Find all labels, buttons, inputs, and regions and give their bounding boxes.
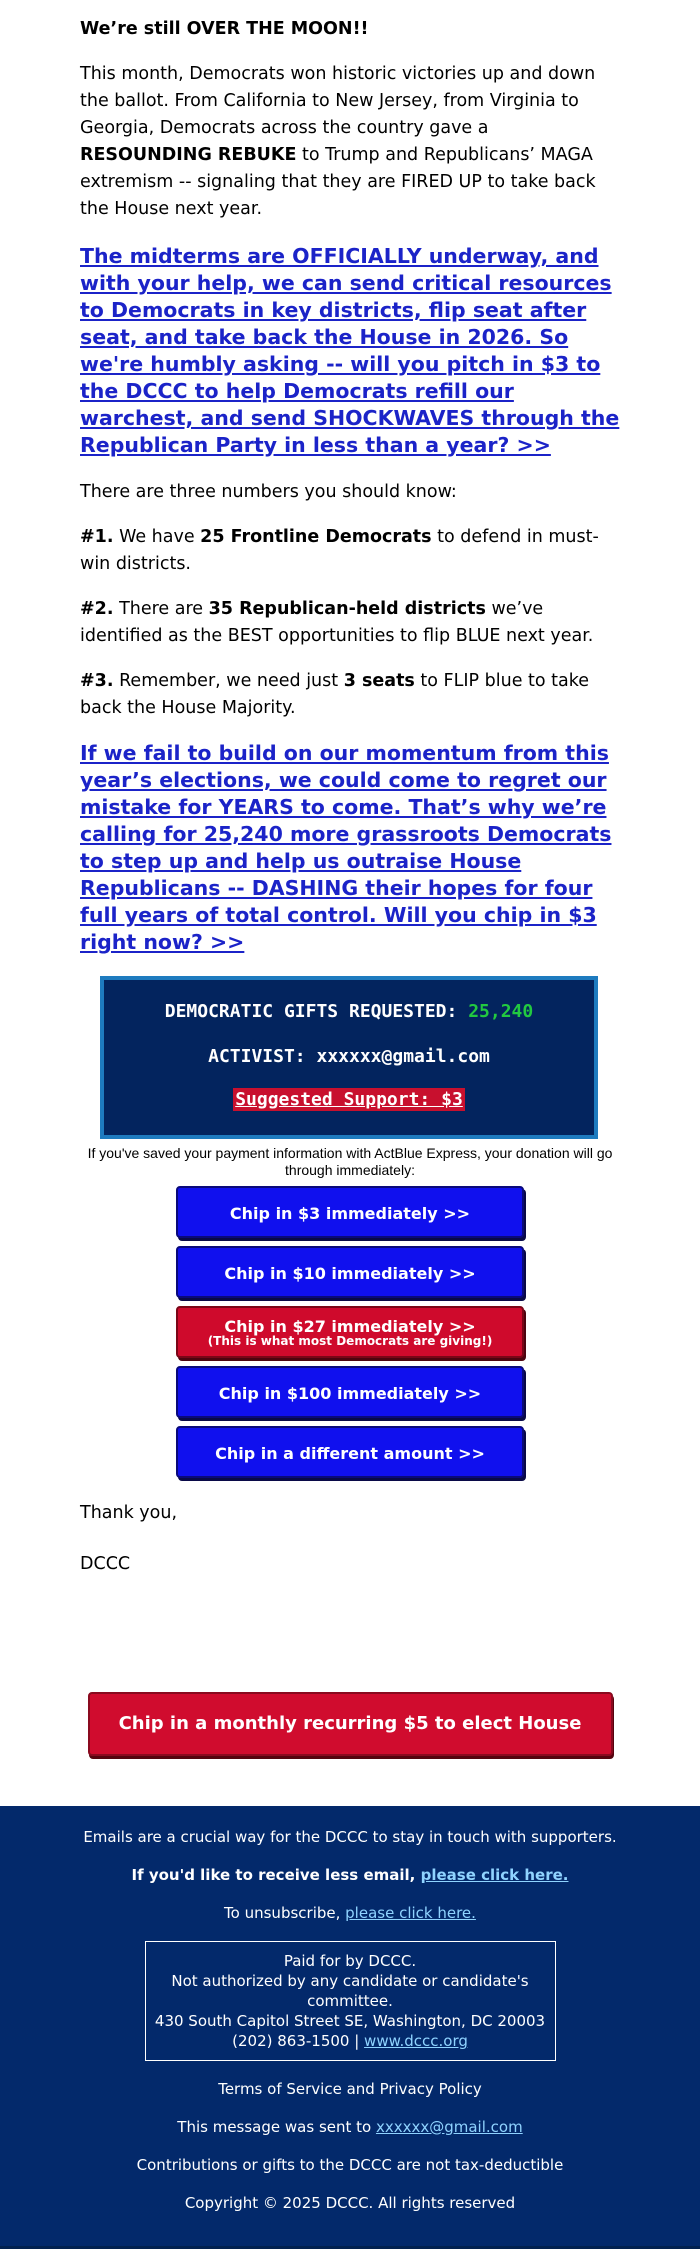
gift-request-box: [100, 976, 598, 1139]
intro-text-1: This month, Democrats won historic victories up and down the ballot. From California to New Jersey, from Virginia to Georgia, Democrats across the country gave a: [80, 64, 596, 138]
number-item-1: [80, 524, 620, 578]
copyright: Copyright © 2025 DCCC. All rights reserved: [184, 2194, 516, 2212]
activist-email: xxxxxx@gmail.com: [316, 1046, 490, 1067]
phone: (202) 863-1500 |: [232, 2032, 365, 2050]
express-note: If you've saved your payment information with ActBlue Express, your donation will go through immediately:: [87, 1145, 613, 1178]
number-label: #1.: [80, 527, 114, 547]
monthly-recurring-button[interactable]: Chip in a monthly recurring $5 to elect House Dems >>: [88, 1692, 613, 1756]
number-item-2: [80, 596, 620, 650]
number-item-3: [80, 668, 620, 722]
address: 430 South Capitol Street SE, Washington, DC 20003: [154, 2012, 546, 2030]
sent-to-text: This message was sent to: [177, 2118, 376, 2136]
paid-for: Paid for by DCCC.: [283, 1952, 417, 1970]
chip-27-sublabel: (This is what most Democrats are giving!): [207, 1334, 493, 1348]
paid-for-box: [145, 1941, 556, 2061]
suggested-support-link[interactable]: Suggested Support: $3: [235, 1089, 463, 1110]
number-bold: 35 Republican-held districts: [208, 599, 486, 619]
three-numbers-intro: There are three numbers you should know:: [80, 482, 457, 502]
number-text: Remember, we need just: [113, 671, 344, 691]
website-link[interactable]: www.dccc.org: [364, 2032, 468, 2050]
footer-less-email: [0, 1865, 700, 1885]
support-row: [104, 1073, 594, 1110]
unsubscribe-text: To unsubscribe,: [224, 1904, 346, 1922]
number-text: to FLIP blue to take back the House Majority.: [80, 671, 590, 718]
chip-27-label: Chip in $27 immediately >>: [224, 1317, 476, 1336]
chip-other-amount-button[interactable]: Chip in a different amount >>: [176, 1426, 524, 1478]
number-label: #2.: [80, 599, 114, 619]
intro-text-2: to Trump and Republicans’ MAGA extremism -- signaling that they are FIRED UP to take back the House next year.: [80, 145, 596, 219]
less-email-text: If you'd like to receive less email,: [131, 1866, 421, 1884]
activist-label: ACTIVIST:: [208, 1046, 306, 1067]
number-bold: 25 Frontline Democrats: [200, 527, 432, 547]
number-bold: 3 seats: [343, 671, 415, 691]
cta-link-momentum[interactable]: If we fail to build on our momentum from this year’s elections, we could come to regret our mistake for YEARS to come. That’s why we’re calling for 25,240 more grassroots Democrats to step up and help us outraise House Republicans -- DASHING their hopes for four full years of total control. Will you chip in $3 right now? >>: [80, 741, 612, 954]
terms-privacy-link[interactable]: Terms of Service and Privacy Policy: [218, 2080, 482, 2098]
email-heading: We’re still OVER THE MOON!!: [80, 19, 369, 39]
sent-to-email-link[interactable]: xxxxxx@gmail.com: [375, 2118, 523, 2136]
thank-you: Thank you,: [80, 1503, 178, 1523]
unsubscribe-link[interactable]: please click here.: [345, 1904, 476, 1922]
footer-unsubscribe: [0, 1903, 700, 1923]
less-email-link[interactable]: please click here.: [420, 1866, 569, 1884]
chip-27-button[interactable]: [176, 1306, 524, 1358]
gifts-label: DEMOCRATIC GIFTS REQUESTED:: [164, 1001, 458, 1022]
chip-10-button[interactable]: Chip in $10 immediately >>: [176, 1246, 524, 1298]
tax-note: Contributions or gifts to the DCCC are not tax-deductible: [136, 2156, 564, 2174]
chip-3-button[interactable]: Chip in $3 immediately >>: [176, 1186, 524, 1238]
signature: DCCC: [80, 1554, 131, 1574]
cta-link-midterms[interactable]: The midterms are OFFICIALLY underway, and with your help, we can send critical resources to Democrats in key districts, flip seat after seat, and take back the House in 2026. So we're humbly asking -- will you pitch in $3 to the DCCC to help Democrats refill our warchest, and send SHOCKWAVES through the Republican Party in less than a year? >>: [80, 244, 620, 457]
intro-bold: RESOUNDING REBUKE: [80, 145, 297, 165]
footer: [0, 1806, 700, 2249]
number-text: we’ve identified as the BEST opportunities to flip BLUE next year.: [80, 599, 594, 646]
not-authorized: Not authorized by any candidate or candidate's committee.: [171, 1972, 529, 2010]
number-text: There are: [113, 599, 209, 619]
gifts-requested-row: [104, 980, 594, 1028]
chip-100-button[interactable]: Chip in $100 immediately >>: [176, 1366, 524, 1418]
sent-to-line: [0, 2117, 700, 2137]
gifts-count: 25,240: [468, 1001, 534, 1022]
number-text: to defend in must-win districts.: [80, 527, 599, 574]
footer-intro: Emails are a crucial way for the DCCC to stay in touch with supporters.: [83, 1828, 617, 1846]
intro-paragraph: [80, 61, 620, 223]
phone-line: [146, 2031, 555, 2051]
number-text: We have: [113, 527, 201, 547]
activist-row: [104, 1028, 594, 1073]
signoff-block: [0, 1500, 700, 1578]
number-label: #3.: [80, 671, 114, 691]
